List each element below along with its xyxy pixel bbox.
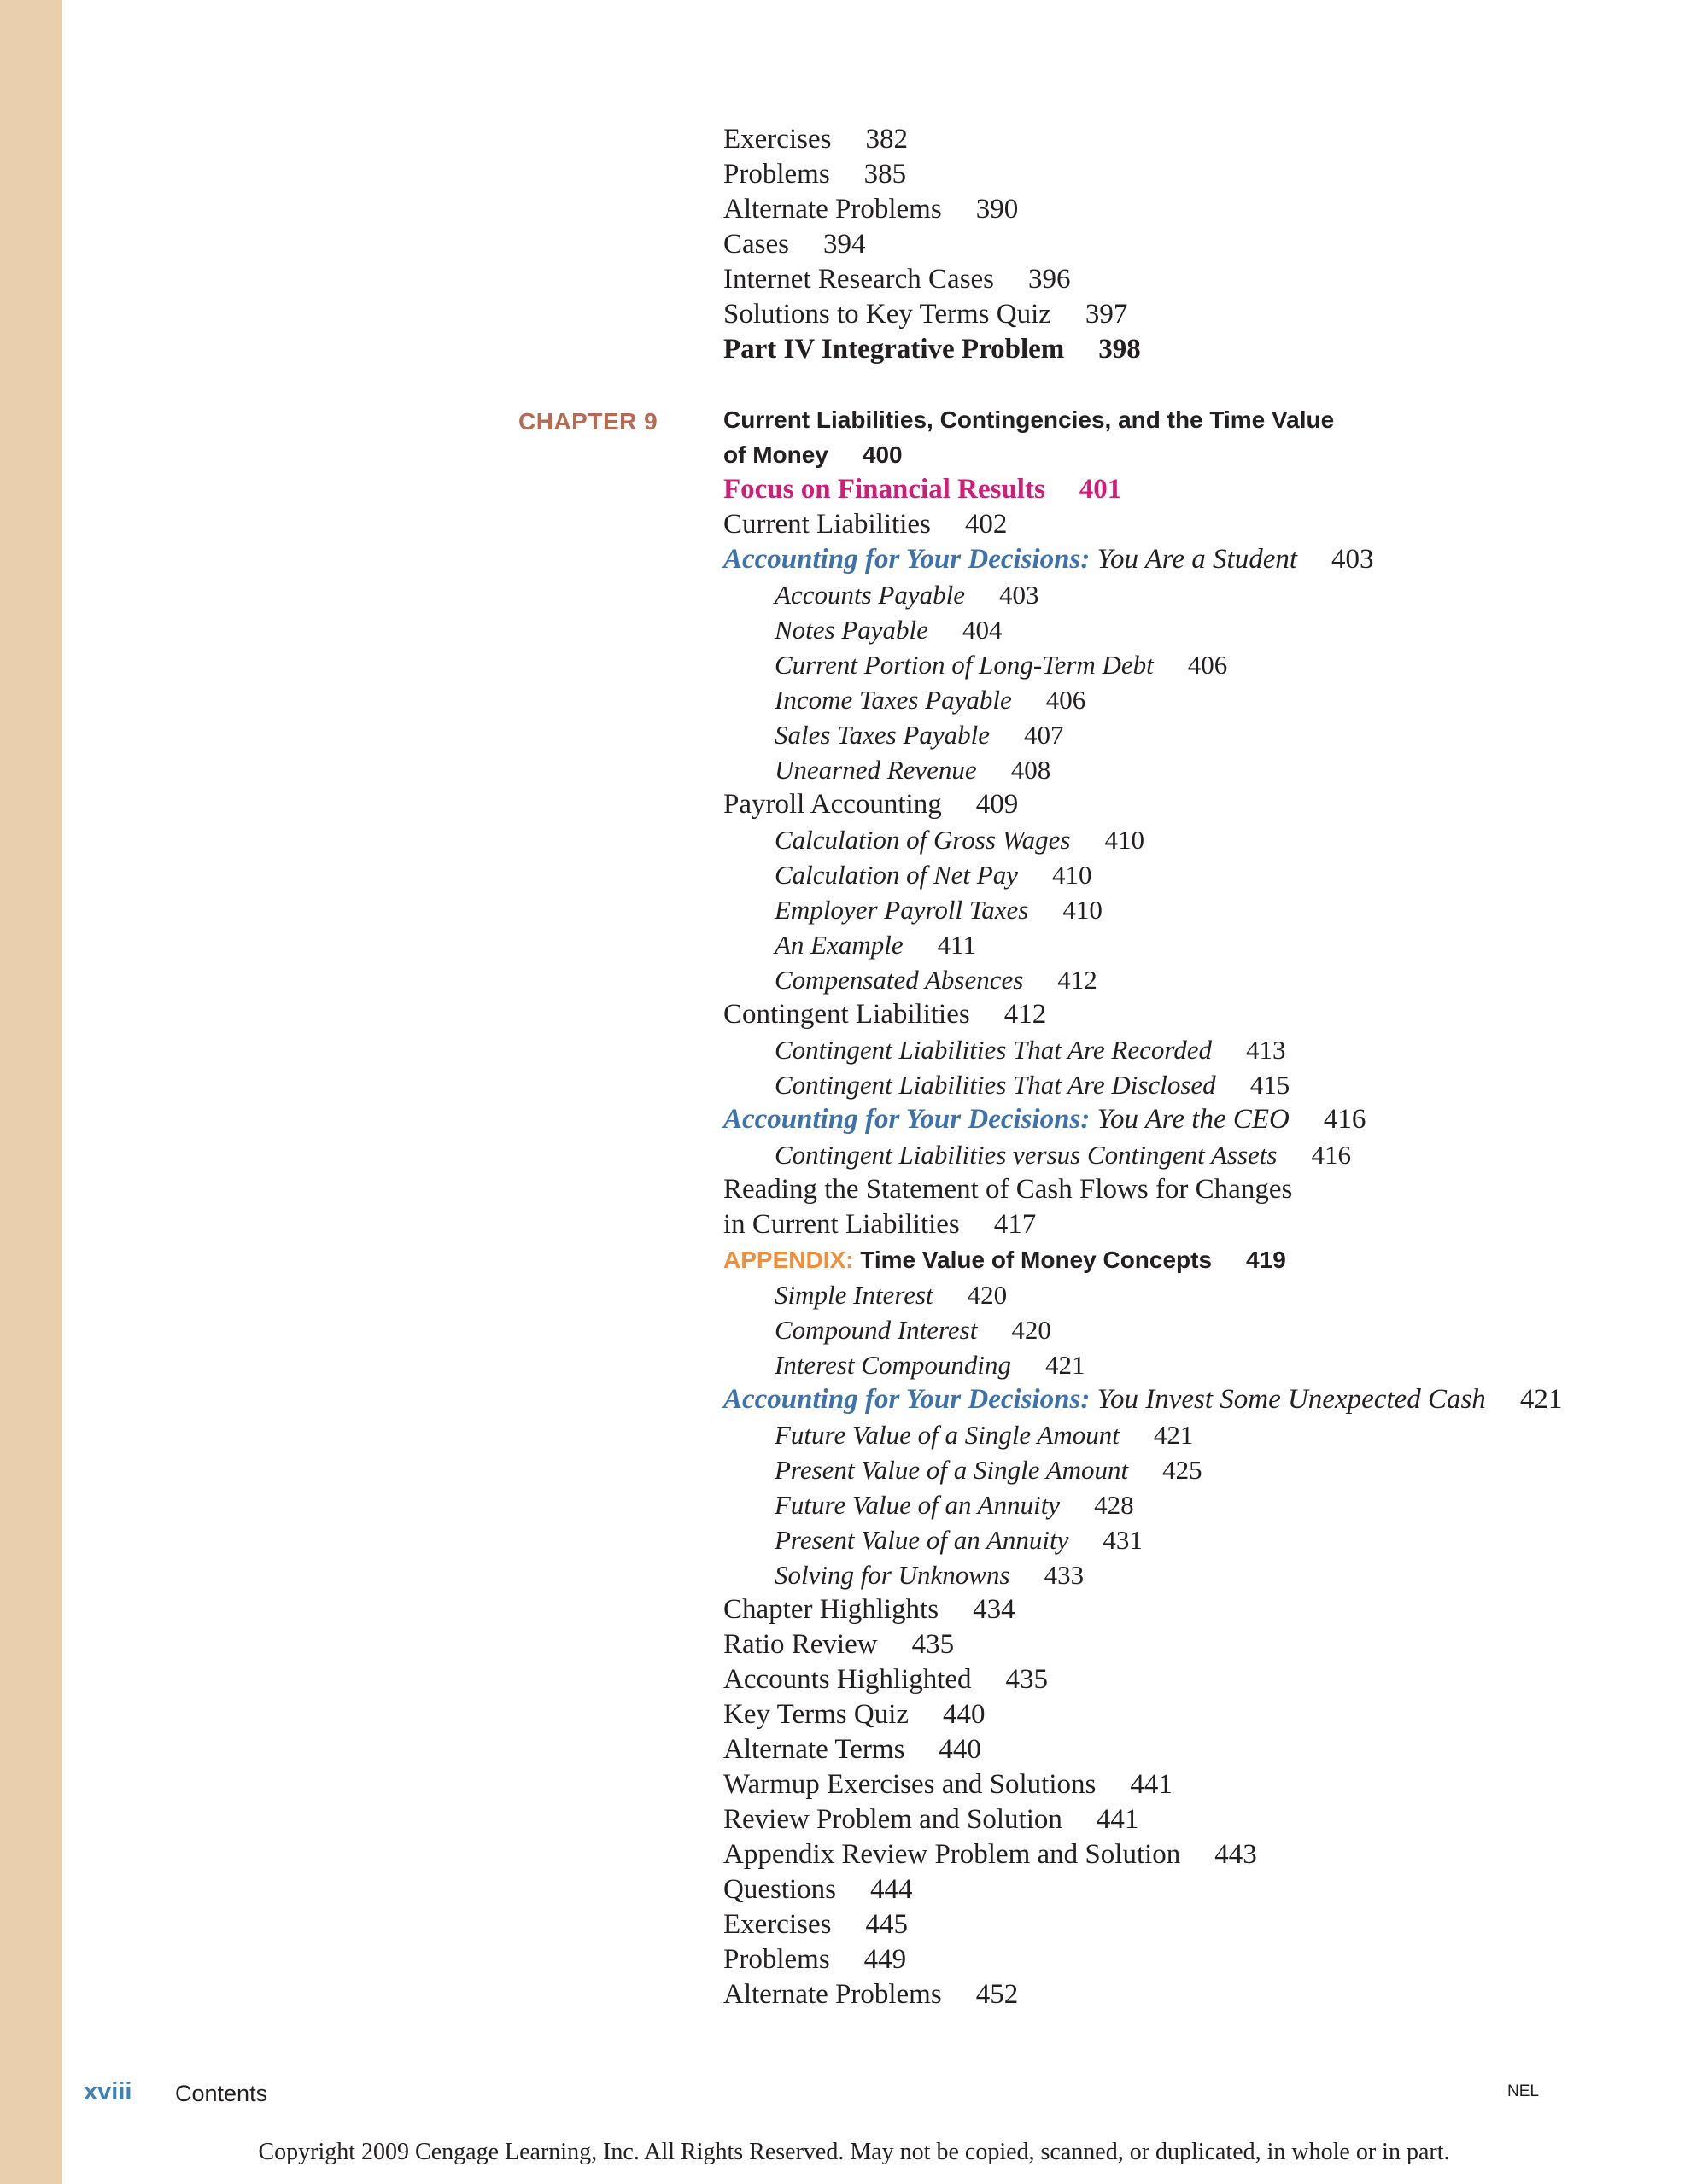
toc-entry[interactable] (723, 1802, 1680, 1837)
toc-page-number: 425 (1162, 1455, 1202, 1485)
toc-page-number: 452 (975, 1979, 1019, 2010)
toc-subentry[interactable] (723, 1522, 1680, 1557)
toc-page-number: 420 (1011, 1315, 1051, 1345)
toc-entry-title: Problems (723, 1944, 830, 1975)
toc-page-number: 404 (962, 615, 1003, 645)
toc-entry[interactable] (723, 157, 1680, 192)
toc-page-number: 408 (1010, 755, 1051, 785)
toc-entry-focus[interactable] (723, 472, 1680, 507)
toc-page-number: 401 (1079, 474, 1122, 505)
footer-page-number: xviii (84, 2078, 132, 2105)
toc-page-number: 382 (865, 124, 908, 155)
toc-entry-reading-line2[interactable] (723, 1207, 1680, 1242)
toc-subentry[interactable] (723, 717, 1680, 752)
toc-subentry[interactable] (723, 1417, 1680, 1452)
toc-entry-title: Key Terms Quiz (723, 1699, 910, 1730)
section-gap (723, 367, 1680, 402)
toc-entry-title: Future Value of an Annuity (775, 1490, 1061, 1520)
toc-subentry[interactable] (723, 1347, 1680, 1382)
toc-page-number: 441 (1096, 1804, 1139, 1835)
toc-entry[interactable] (723, 1592, 1680, 1627)
toc-entry-title: Current Portion of Long-Term Debt (775, 650, 1154, 680)
toc-entry[interactable] (723, 1907, 1680, 1942)
toc-entry-decisions[interactable] (723, 1102, 1680, 1137)
side-color-band (0, 0, 62, 2184)
toc-page-number: 397 (1085, 299, 1128, 330)
toc-page-number: 410 (1062, 895, 1103, 925)
toc-page-number: 396 (1028, 264, 1071, 295)
toc-entry-title: in Current Liabilities (723, 1209, 960, 1240)
toc-entry-title: Income Taxes Payable (775, 685, 1012, 715)
toc-entry-title: Cases (723, 229, 789, 260)
toc-entry[interactable] (723, 122, 1680, 157)
top-entries (723, 122, 1680, 367)
toc-entry[interactable] (723, 1977, 1680, 2012)
toc-page-number: 449 (863, 1944, 907, 1975)
toc-entry-title: Alternate Terms (723, 1734, 905, 1765)
toc-entry-title: Compound Interest (775, 1315, 978, 1345)
toc-entry-title: Questions (723, 1874, 836, 1905)
toc-page-number: 431 (1103, 1525, 1143, 1555)
toc-page-number: 409 (975, 789, 1019, 820)
chapter-label: CHAPTER 9 (518, 408, 658, 435)
toc-page-number: 441 (1130, 1769, 1173, 1800)
toc-entry-title: Contingent Liabilities (723, 999, 970, 1030)
decisions-lead: Accounting for Your Decisions: (723, 1384, 1091, 1415)
toc-page-number: 411 (937, 930, 976, 960)
toc-entry-title: Alternate Problems (723, 194, 942, 225)
chapter-title-text: of Money (723, 441, 828, 468)
toc-entry-title: Accounts Highlighted (723, 1664, 972, 1695)
toc-subentry[interactable] (723, 612, 1680, 647)
toc-page-number: 394 (823, 229, 866, 260)
toc-entry-title: Contingent Liabilities That Are Disclosed (775, 1070, 1216, 1100)
toc-entry-title: Focus on Financial Results (723, 474, 1045, 505)
toc-page-number: 413 (1246, 1035, 1286, 1065)
toc-page-number: 440 (939, 1734, 981, 1765)
toc-entry[interactable] (723, 1767, 1680, 1802)
toc-page-number: 412 (1057, 965, 1097, 995)
toc-page-number: 410 (1052, 860, 1092, 890)
toc-entry-title: Payroll Accounting (723, 789, 942, 820)
toc-entry[interactable] (723, 1872, 1680, 1907)
toc-entry-title: Future Value of a Single Amount (775, 1420, 1120, 1450)
toc-subentry[interactable] (723, 1277, 1680, 1312)
toc-subentry[interactable] (723, 962, 1680, 997)
toc-subentry[interactable] (723, 1487, 1680, 1522)
toc-page-number: 415 (1249, 1070, 1290, 1100)
toc-subentry[interactable] (723, 1557, 1680, 1592)
toc-entry-title: Part IV Integrative Problem (723, 334, 1065, 365)
toc-entry-title: You Invest Some Unexpected Cash (1097, 1384, 1486, 1415)
toc-entry-title: Ratio Review (723, 1629, 878, 1660)
toc-entry-title: Present Value of a Single Amount (775, 1455, 1129, 1485)
toc-page-number: 402 (964, 509, 1008, 540)
appendix-lead: APPENDIX: (723, 1247, 854, 1273)
toc-entry-title: An Example (775, 930, 904, 960)
toc-page-number: 385 (863, 159, 907, 190)
toc-entry[interactable] (723, 1837, 1680, 1872)
footer-section-label: Contents (175, 2081, 268, 2106)
toc-page-number: 406 (1187, 650, 1228, 680)
toc-entry-title: Interest Compounding (775, 1350, 1011, 1380)
toc-entry-title: Exercises (723, 1909, 832, 1940)
toc-subentry[interactable] (723, 857, 1680, 892)
toc-page-number: 407 (1023, 720, 1064, 750)
toc-page-number: 400 (862, 441, 903, 468)
chapter-title-line1[interactable]: Current Liabilities, Contingencies, and the Time Value (723, 406, 1335, 433)
toc-entry-appendix[interactable] (723, 1242, 1680, 1277)
toc-entry-title: Warmup Exercises and Solutions (723, 1769, 1097, 1800)
toc-entry-title: Compensated Absences (775, 965, 1024, 995)
toc-entry-title: Solutions to Key Terms Quiz (723, 299, 1051, 330)
toc-entry-title: Accounts Payable (775, 580, 965, 610)
toc-page-number: 390 (975, 194, 1019, 225)
toc-entry-title: Calculation of Net Pay (775, 860, 1018, 890)
toc-page-number: 433 (1044, 1560, 1085, 1590)
toc-page-number: 417 (993, 1209, 1037, 1240)
toc-entry-title: Employer Payroll Taxes (775, 895, 1029, 925)
toc-entry[interactable] (723, 787, 1680, 822)
toc-entry-title: Unearned Revenue (775, 755, 977, 785)
toc-page-number: 416 (1323, 1104, 1366, 1135)
toc-entry-title: You Are a Student (1097, 544, 1298, 575)
toc-entry-title: Simple Interest (775, 1280, 933, 1310)
toc-page-number: 421 (1153, 1420, 1194, 1450)
toc-page-number: 420 (967, 1280, 1008, 1310)
toc-page-number: 444 (870, 1874, 913, 1905)
toc-page-number: 421 (1044, 1350, 1085, 1380)
toc-entry-title: Chapter Highlights (723, 1594, 939, 1625)
copyright-notice: Copyright 2009 Cengage Learning, Inc. All Rights Reserved. May not be copied, scanned, or duplicated, in whole or in part. (258, 2139, 1450, 2165)
toc-entry[interactable] (723, 227, 1680, 262)
toc-entry[interactable] (723, 1697, 1680, 1732)
toc-page-number: 421 (1519, 1384, 1563, 1415)
toc-entry[interactable] (723, 997, 1680, 1032)
toc-entry-decisions[interactable] (723, 542, 1680, 577)
toc-entry-title: Problems (723, 159, 830, 190)
toc-subentry[interactable] (723, 927, 1680, 962)
toc-subentry[interactable] (723, 1032, 1680, 1067)
toc-page-number: 440 (943, 1699, 986, 1730)
toc-entry-title: Review Problem and Solution (723, 1804, 1062, 1835)
toc-page-number: 435 (1005, 1664, 1049, 1695)
toc-subentry[interactable] (723, 647, 1680, 682)
chapter-title-line2[interactable] (723, 437, 1680, 472)
toc-entry[interactable] (723, 192, 1680, 227)
footer-publisher-mark: NEL (1507, 2082, 1539, 2100)
toc-entry[interactable] (723, 262, 1680, 297)
toc-subentry[interactable] (723, 892, 1680, 927)
toc-subentry[interactable] (723, 577, 1680, 612)
toc-entry-title: You Are the CEO (1097, 1104, 1290, 1135)
toc-page-number: 419 (1246, 1247, 1286, 1273)
toc-entry-title: Time Value of Money Concepts (860, 1247, 1213, 1273)
toc-entry-title: Notes Payable (775, 615, 928, 645)
table-of-contents (723, 122, 1680, 2012)
toc-entry[interactable] (723, 1662, 1680, 1697)
toc-entry-decisions[interactable] (723, 1382, 1680, 1417)
toc-subentry[interactable] (723, 1452, 1680, 1487)
decisions-lead: Accounting for Your Decisions: (723, 544, 1091, 575)
toc-subentry[interactable] (723, 1312, 1680, 1347)
toc-entry-title: Alternate Problems (723, 1979, 942, 2010)
toc-entry-title: Contingent Liabilities That Are Recorded (775, 1035, 1213, 1065)
toc-page-number: 412 (1003, 999, 1047, 1030)
toc-subentry[interactable] (723, 682, 1680, 717)
toc-page-number: 435 (911, 1629, 955, 1660)
toc-page-number: 403 (1331, 544, 1374, 575)
toc-page-number: 428 (1094, 1490, 1134, 1520)
toc-subentry[interactable] (723, 1137, 1680, 1172)
toc-entry-title: Appendix Review Problem and Solution (723, 1839, 1181, 1870)
toc-page-number: 445 (865, 1909, 908, 1940)
toc-subentry[interactable] (723, 822, 1680, 857)
toc-subentry[interactable] (723, 752, 1680, 787)
toc-entry[interactable] (723, 297, 1680, 332)
toc-entry-reading-line1[interactable]: Reading the Statement of Cash Flows for Changes (723, 1174, 1293, 1205)
toc-page-number: 410 (1104, 825, 1144, 855)
toc-subentry[interactable] (723, 1067, 1680, 1102)
toc-entry-title: Internet Research Cases (723, 264, 995, 295)
toc-entry-title: Calculation of Gross Wages (775, 825, 1071, 855)
toc-entry-title: Present Value of an Annuity (775, 1525, 1069, 1555)
toc-page-number: 398 (1098, 334, 1141, 365)
toc-entry-title: Solving for Unknowns (775, 1560, 1010, 1590)
toc-entry-title: Current Liabilities (723, 509, 931, 540)
toc-page-number: 443 (1214, 1839, 1257, 1870)
toc-entry-part-problem[interactable] (723, 332, 1680, 367)
toc-page-number: 403 (998, 580, 1039, 610)
toc-entry[interactable] (723, 1627, 1680, 1662)
toc-page-number: 434 (973, 1594, 1015, 1625)
decisions-lead: Accounting for Your Decisions: (723, 1104, 1091, 1135)
toc-entry[interactable] (723, 1942, 1680, 1977)
toc-page-number: 416 (1311, 1140, 1351, 1170)
toc-entry[interactable] (723, 1732, 1680, 1767)
toc-entry-title: Sales Taxes Payable (775, 720, 990, 750)
toc-page-number: 406 (1045, 685, 1086, 715)
toc-entry-title: Exercises (723, 124, 832, 155)
toc-entry[interactable] (723, 507, 1680, 542)
toc-entry-title: Contingent Liabilities versus Contingent Assets (775, 1140, 1278, 1170)
